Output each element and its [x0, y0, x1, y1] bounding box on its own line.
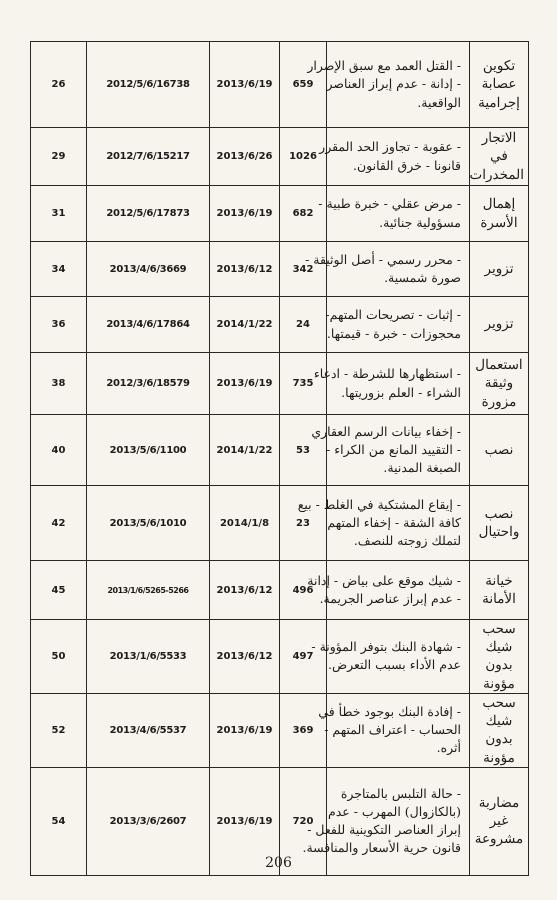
offense-cell: إهمال الأسرة [470, 186, 529, 242]
offense-cell: تزوير [470, 297, 529, 353]
file-number-cell: 2012/7/6/15217 [87, 128, 210, 186]
ruling-number-cell: 682 [280, 186, 327, 242]
keyword-line: كافة الشقة - إخفاء المتهم [327, 514, 461, 530]
file-number-cell: 2013/3/6/2607 [87, 767, 210, 875]
keywords-cell [319, 128, 470, 186]
table-row [31, 242, 529, 297]
keyword-line: - إدانة - عدم إبراز العناصر [326, 76, 461, 92]
file-number-cell: 2012/3/6/18579 [87, 353, 210, 415]
page-ref-cell: 54 [31, 767, 87, 875]
keyword-line: - التقييد المانع من الكراء - [326, 441, 461, 457]
keyword-line: الحساب - اعتراف المتهم - [324, 722, 461, 738]
offense-cell: تكوين عصابة إجرامية [470, 42, 529, 128]
keyword-line: أثره. [436, 740, 461, 756]
offense-cell: مضاربة غير مشروعة [470, 767, 529, 875]
ruling-date-cell: 2014/1/22 [210, 297, 280, 353]
keywords-cell [311, 620, 470, 694]
ruling-number-cell: 497 [280, 620, 327, 694]
file-number-cell: 2013/4/6/17864 [87, 297, 210, 353]
keywords-cell [313, 353, 470, 415]
keyword-line: مسؤولية جنائية. [379, 214, 461, 230]
ruling-date-cell: 2014/1/22 [210, 415, 280, 486]
offense-cell: تزوير [470, 242, 529, 297]
table-row [31, 128, 529, 186]
file-number-cell: 2012/5/6/16738 [87, 42, 210, 128]
table-row [31, 415, 529, 486]
ruling-number-cell: 735 [280, 353, 327, 415]
table-row [31, 186, 529, 242]
file-number-cell: 2012/5/6/17873 [87, 186, 210, 242]
offense-cell: سحب شيك بدون مؤونة [470, 693, 529, 767]
keyword-line: - استظهارها للشرطة - ادعاء [313, 366, 461, 382]
keyword-line: - إفادة البنك بوجود خطأ في [318, 704, 461, 720]
table-row [31, 693, 529, 767]
keyword-line: عدم الأداء بسبب التعرض. [328, 657, 461, 673]
file-number-cell: 2013/5/6/1100 [87, 415, 210, 486]
keyword-line: (بالكازوال) المهرب - عدم [327, 804, 461, 820]
keyword-line: الواقعية. [417, 94, 461, 110]
ruling-date-cell: 2013/6/12 [210, 620, 280, 694]
keyword-line: محجوزات - خبرة - قيمتها. [326, 325, 461, 341]
page-ref-cell: 31 [31, 186, 87, 242]
page-ref-cell: 26 [31, 42, 87, 128]
keywords-cell [311, 415, 470, 486]
ruling-date-cell: 2013/6/12 [210, 561, 280, 620]
keyword-line: قانونا - خرق القانون. [353, 157, 461, 173]
keyword-line: - شيك موقع على بياض - إدانة [307, 572, 461, 588]
keywords-cell [305, 242, 470, 297]
offense-cell: الاتجار في المخدرات [470, 128, 529, 186]
rulings-table [30, 41, 529, 876]
file-number-cell: 2013/1/6/5265-5266 [87, 561, 210, 620]
page-ref-cell: 34 [31, 242, 87, 297]
keyword-line: - إيقاع المشتكية في الغلط - بيع [297, 496, 461, 512]
page-ref-cell: 38 [31, 353, 87, 415]
keyword-line: الشراء - العلم بزوريتها. [341, 384, 461, 400]
keywords-cell [318, 693, 470, 767]
keyword-line: - القتل العمد مع سبق الإصرار [307, 58, 461, 74]
keywords-cell [307, 42, 470, 128]
keyword-line: - عدم إبراز عناصر الجريمة. [319, 591, 461, 606]
page-ref-cell: 36 [31, 297, 87, 353]
keyword-line: - حالة التلبس بالمتاجرة [340, 786, 461, 801]
offense-cell: خيانة الأمانة [470, 561, 529, 620]
keywords-cell [307, 561, 470, 620]
keyword-line: لتملك زوجته للنصف. [353, 533, 461, 549]
page-ref-cell: 50 [31, 620, 87, 694]
keywords-cell [327, 297, 470, 353]
keyword-line: صورة شمسية. [384, 270, 461, 285]
ruling-number-cell: 23 [280, 486, 327, 561]
page-ref-cell: 42 [31, 486, 87, 561]
offense-cell: سحب شيك بدون مؤونة [470, 620, 529, 694]
keyword-line: قانون حرية الأسعار والمنافسة. [302, 840, 461, 856]
ruling-number-cell: 1026 [280, 128, 327, 186]
ruling-date-cell: 2013/6/19 [210, 186, 280, 242]
keyword-line: الصبغة المدنية. [383, 460, 461, 476]
table-body [31, 42, 529, 876]
table-row [31, 42, 529, 128]
ruling-date-cell: 2013/6/19 [210, 42, 280, 128]
page-ref-cell: 40 [31, 415, 87, 486]
page-number: 206 [265, 855, 292, 871]
table-row [31, 486, 529, 561]
offense-cell: استعمال وثيقة مزورة [470, 353, 529, 415]
file-number-cell: 2013/4/6/3669 [87, 242, 210, 297]
keyword-line: - إثبات - تصريحات المتهم- [325, 307, 461, 323]
file-number-cell: 2013/5/6/1010 [87, 486, 210, 561]
table-row [31, 620, 529, 694]
ruling-date-cell: 2013/6/12 [210, 242, 280, 297]
offense-cell: نصب واحتيال [470, 486, 529, 561]
page-ref-cell: 52 [31, 693, 87, 767]
file-number-cell: 2013/4/6/5537 [87, 693, 210, 767]
ruling-number-cell: 496 [280, 561, 327, 620]
page-ref-cell: 45 [31, 561, 87, 620]
ruling-number-cell: 720 [280, 767, 327, 875]
table-row [31, 561, 529, 620]
table-row [31, 297, 529, 353]
ruling-number-cell: 342 [280, 242, 327, 297]
ruling-number-cell: 24 [280, 297, 327, 353]
keyword-line: - شهادة البنك بتوفر المؤونة - [311, 639, 461, 655]
keywords-cell [318, 186, 470, 242]
page-ref-cell: 29 [31, 128, 87, 186]
file-number-cell: 2013/1/6/5533 [87, 620, 210, 694]
keyword-line: - مرض عقلي - خبرة طبية - [318, 196, 461, 212]
offense-cell: نصب [470, 415, 529, 486]
ruling-number-cell: 659 [280, 42, 327, 128]
keyword-line: - إخفاء بيانات الرسم العقاري [311, 423, 461, 439]
keyword-line: - عقوبة - تجاوز الحد المقرر [319, 139, 461, 155]
ruling-date-cell: 2013/6/19 [210, 693, 280, 767]
ruling-date-cell: 2013/6/26 [210, 128, 280, 186]
keyword-line: إبراز العناصر التكوينية للفعل - [307, 822, 461, 838]
ruling-number-cell: 369 [280, 693, 327, 767]
ruling-date-cell: 2014/1/8 [210, 486, 280, 561]
ruling-date-cell: 2013/6/19 [210, 353, 280, 415]
table-row [31, 353, 529, 415]
ruling-date-cell: 2013/6/19 [210, 767, 280, 875]
ruling-number-cell: 53 [280, 415, 327, 486]
keyword-line: - محرر رسمي - أصل الوثيقة - [305, 251, 461, 267]
